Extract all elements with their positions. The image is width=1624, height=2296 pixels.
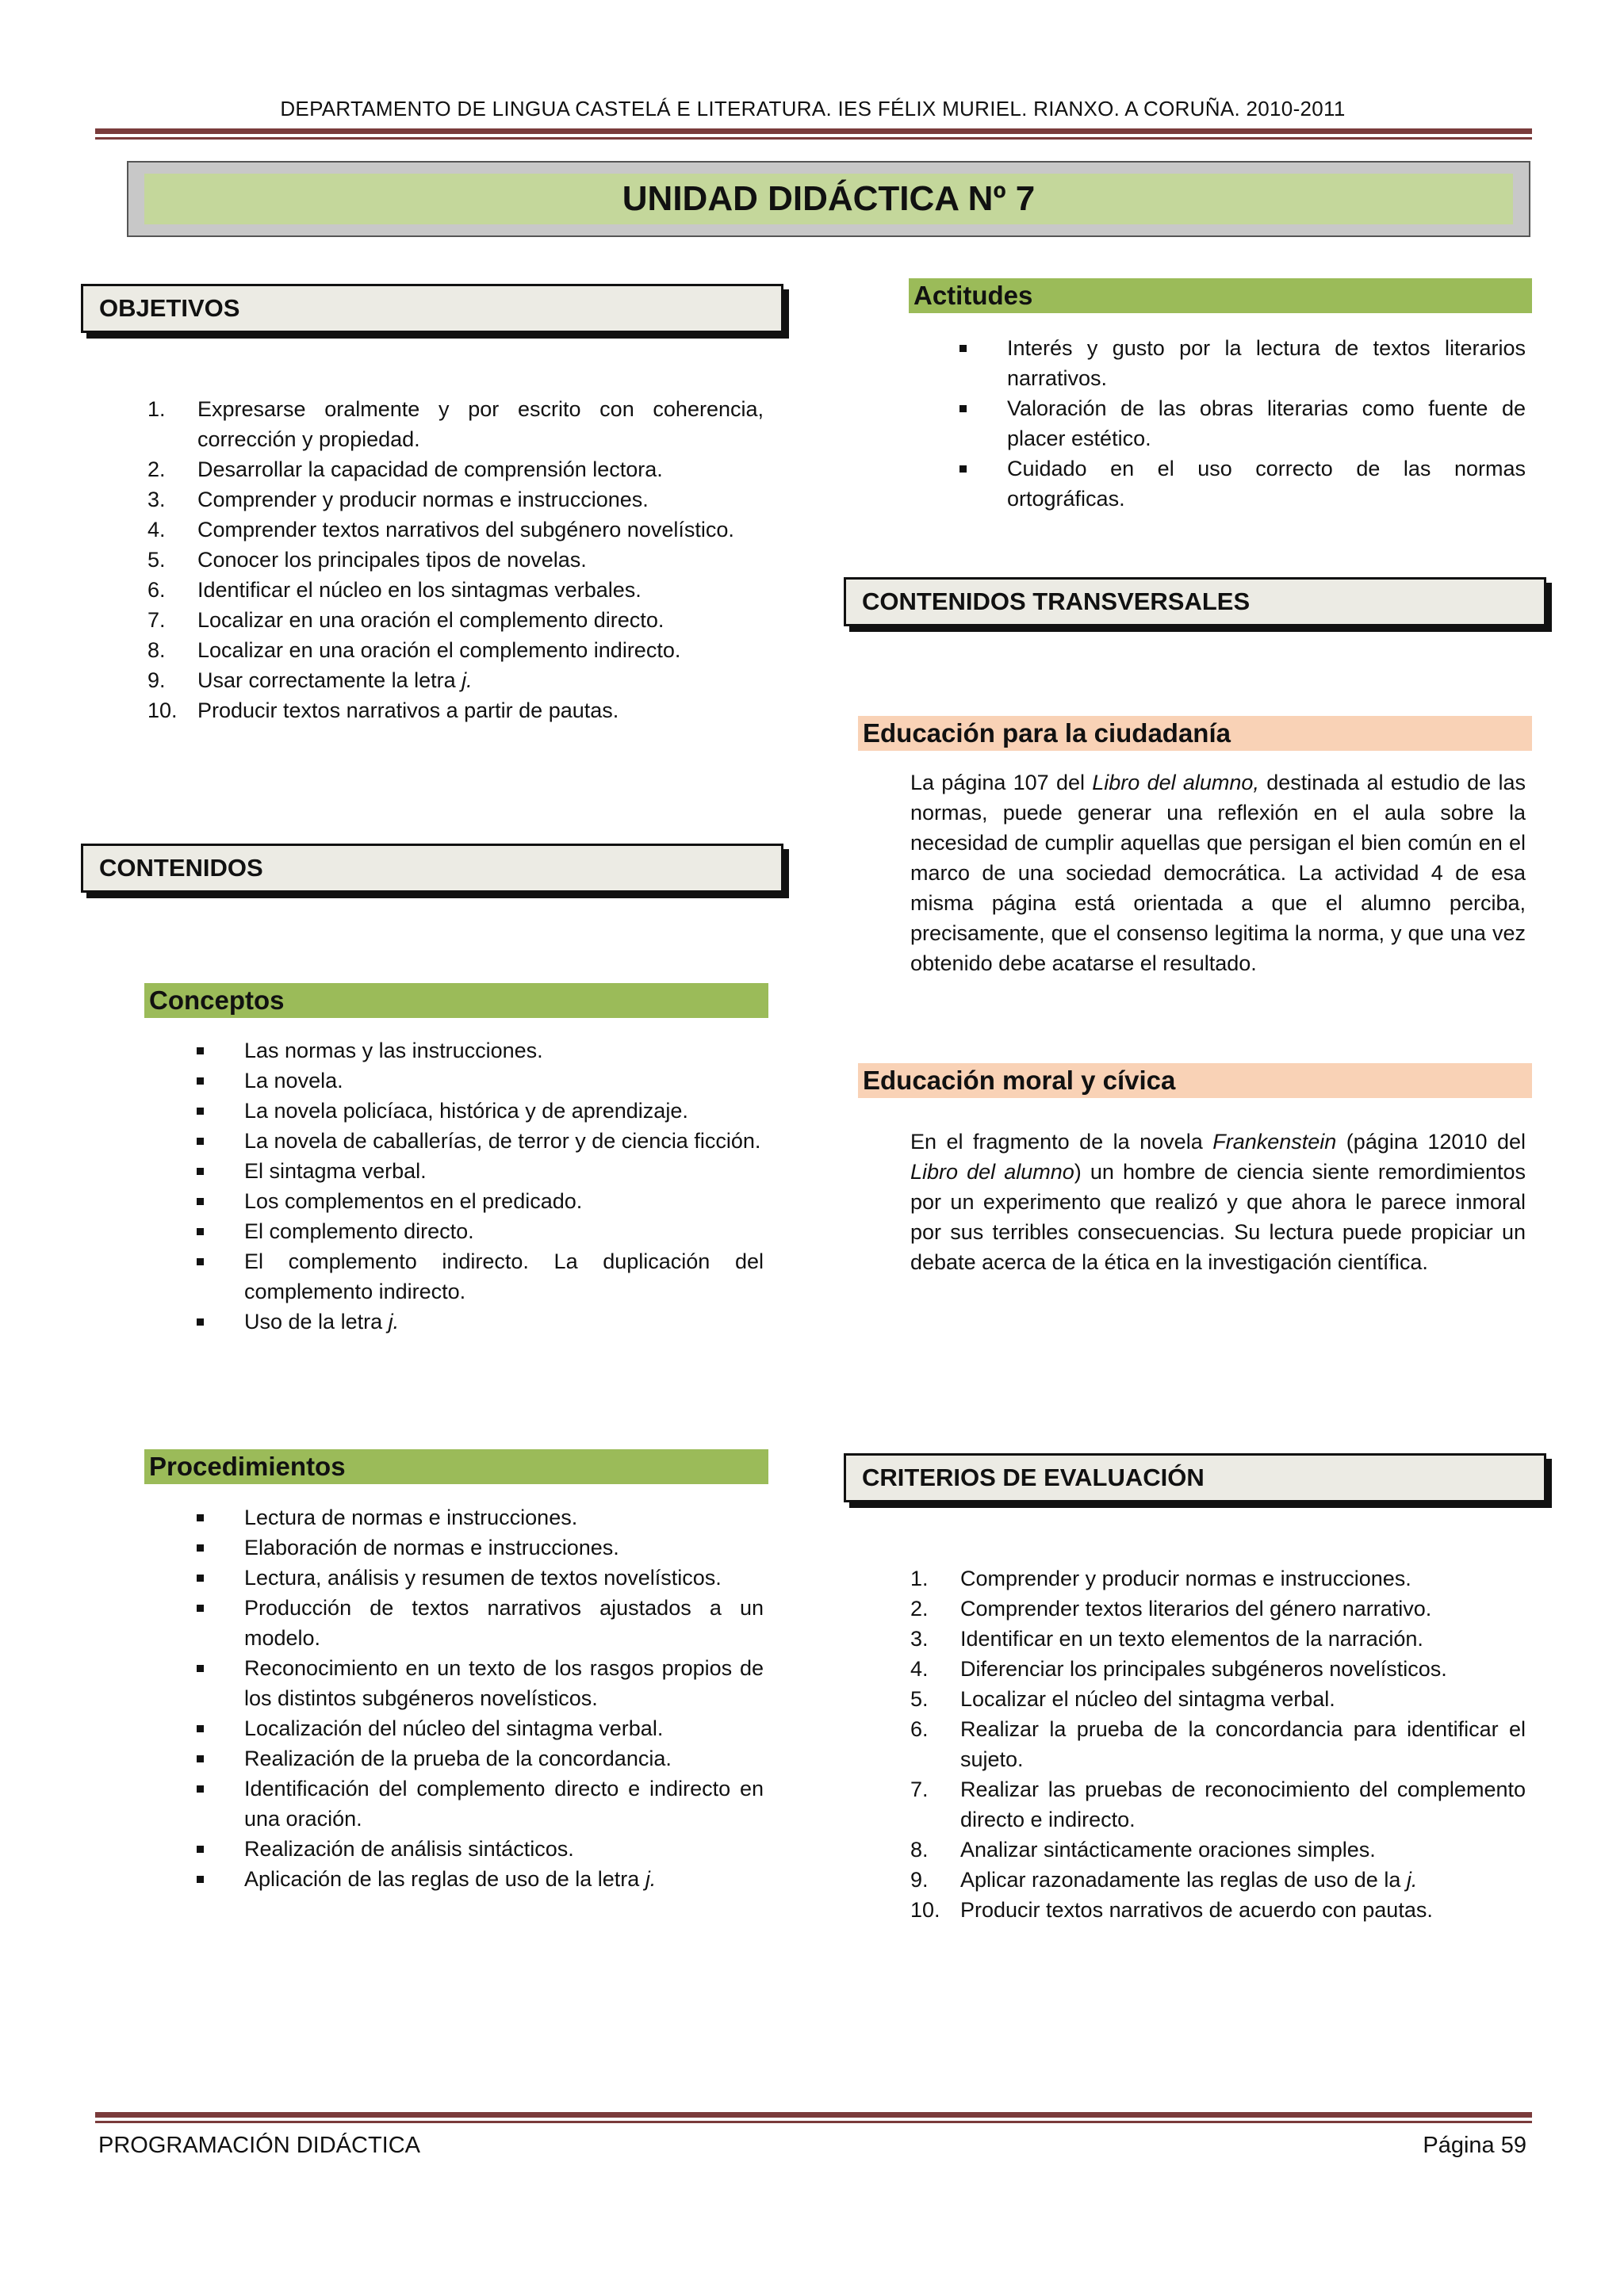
item-text: Lectura, análisis y resumen de textos novelísticos. bbox=[244, 1566, 722, 1590]
item-number: 7. bbox=[910, 1777, 929, 1801]
item-text: Localizar en una oración el complemento indirecto. bbox=[197, 638, 681, 662]
text-emphasis: Libro del alumno, bbox=[1092, 771, 1259, 794]
item-number: 5. bbox=[910, 1687, 929, 1711]
item-emphasis: j. bbox=[645, 1867, 657, 1891]
square-bullet-icon bbox=[197, 1544, 204, 1552]
list-item bbox=[197, 1502, 764, 1533]
item-text: Aplicar razonadamente las reglas de uso de la bbox=[960, 1868, 1407, 1892]
item-number: 2. bbox=[147, 457, 166, 481]
text-run: La página 107 del bbox=[910, 771, 1093, 794]
item-text: El complemento directo. bbox=[244, 1219, 474, 1243]
header-rule bbox=[95, 128, 1532, 140]
moral-text bbox=[910, 1127, 1526, 1277]
ciudadania-heading: Educación para la ciudadanía bbox=[858, 716, 1532, 751]
list-item bbox=[197, 1563, 764, 1593]
list-item bbox=[959, 333, 1526, 393]
item-text: El sintagma verbal. bbox=[244, 1159, 427, 1183]
list-item bbox=[197, 1035, 764, 1066]
item-text: Analizar sintácticamente oraciones simples. bbox=[960, 1838, 1376, 1862]
item-text: Reconocimiento en un texto de los rasgos propios de los distintos subgéneros novelísticos. bbox=[244, 1656, 764, 1710]
item-text: Expresarse oralmente y por escrito con coherencia, corrección y propiedad. bbox=[197, 397, 764, 451]
title-box bbox=[127, 161, 1530, 237]
item-text: Realización de la prueba de la concordancia. bbox=[244, 1747, 672, 1770]
item-number: 4. bbox=[147, 518, 166, 541]
item-text: Localizar el núcleo del sintagma verbal. bbox=[960, 1687, 1335, 1711]
item-number: 7. bbox=[147, 608, 166, 632]
square-bullet-icon bbox=[197, 1198, 204, 1205]
list-item bbox=[910, 1684, 1526, 1714]
item-text: Realizar la prueba de la concordancia para identificar el sujeto. bbox=[960, 1717, 1526, 1771]
list-item bbox=[197, 1533, 764, 1563]
list-item bbox=[910, 1835, 1526, 1865]
item-number: 3. bbox=[147, 488, 166, 511]
list-item bbox=[197, 1774, 764, 1834]
item-text: Localizar en una oración el complemento directo. bbox=[197, 608, 665, 632]
item-emphasis: j. bbox=[1406, 1868, 1418, 1892]
list-item bbox=[197, 1864, 764, 1894]
item-text: Comprender y producir normas e instrucciones. bbox=[197, 488, 649, 511]
list-item bbox=[197, 1156, 764, 1186]
list-item bbox=[147, 695, 764, 725]
item-number: 1. bbox=[910, 1567, 929, 1590]
list-item bbox=[910, 1895, 1526, 1925]
conceptos-list bbox=[197, 1035, 764, 1337]
item-text: La novela policíaca, histórica y de aprendizaje. bbox=[244, 1099, 688, 1123]
item-text: La novela. bbox=[244, 1069, 343, 1093]
list-item bbox=[197, 1593, 764, 1653]
item-number: 10. bbox=[147, 698, 178, 722]
text-run: (página 12010 del bbox=[1336, 1130, 1526, 1154]
item-number: 10. bbox=[910, 1898, 940, 1922]
list-item bbox=[197, 1713, 764, 1743]
square-bullet-icon bbox=[197, 1047, 204, 1054]
list-item bbox=[147, 635, 764, 665]
square-bullet-icon bbox=[197, 1108, 204, 1115]
actitudes-heading: Actitudes bbox=[909, 278, 1532, 313]
item-text: Desarrollar la capacidad de comprensión lectora. bbox=[197, 457, 663, 481]
square-bullet-icon bbox=[197, 1168, 204, 1175]
item-number: 5. bbox=[147, 548, 166, 572]
item-text: Lectura de normas e instrucciones. bbox=[244, 1506, 578, 1529]
item-text: Identificar en un texto elementos de la narración. bbox=[960, 1627, 1423, 1651]
square-bullet-icon bbox=[197, 1755, 204, 1762]
square-bullet-icon bbox=[197, 1575, 204, 1582]
list-item bbox=[197, 1246, 764, 1307]
criterios-heading: CRITERIOS DE EVALUACIÓN bbox=[844, 1453, 1546, 1502]
list-item bbox=[910, 1594, 1526, 1624]
item-number: 9. bbox=[147, 668, 166, 692]
item-text: El complemento indirecto. La duplicación del complemento indirecto. bbox=[244, 1249, 764, 1303]
footer-rule bbox=[95, 2112, 1532, 2123]
text-run: En el fragmento de la novela bbox=[910, 1130, 1213, 1154]
ciudadania-text bbox=[910, 767, 1526, 978]
item-text: Realización de análisis sintácticos. bbox=[244, 1837, 574, 1861]
text-run: ) un hombre de ciencia siente remordimientos por un experimento que realizó y que ahora le parece inmoral por sus terribles consecuencias. Su lectura puede propiciar un debate acerca de la ética en la investigación científica. bbox=[910, 1160, 1526, 1274]
item-number: 2. bbox=[910, 1597, 929, 1621]
list-item bbox=[147, 545, 764, 575]
item-text: Producir textos narrativos de acuerdo con pautas. bbox=[960, 1898, 1433, 1922]
procedimientos-list bbox=[197, 1502, 764, 1894]
list-item bbox=[147, 575, 764, 605]
text-emphasis: Frankenstein bbox=[1212, 1130, 1337, 1154]
objetivos-heading: OBJETIVOS bbox=[81, 284, 783, 333]
conceptos-heading: Conceptos bbox=[144, 983, 768, 1018]
square-bullet-icon bbox=[959, 405, 967, 412]
square-bullet-icon bbox=[197, 1725, 204, 1732]
list-item bbox=[147, 515, 764, 545]
item-emphasis: j. bbox=[462, 668, 473, 692]
square-bullet-icon bbox=[197, 1665, 204, 1672]
item-text: Los complementos en el predicado. bbox=[244, 1189, 583, 1213]
item-number: 1. bbox=[147, 397, 166, 421]
list-item bbox=[197, 1653, 764, 1713]
item-text: Comprender textos narrativos del subgénero novelístico. bbox=[197, 518, 734, 541]
list-item bbox=[910, 1865, 1526, 1895]
list-item bbox=[910, 1563, 1526, 1594]
square-bullet-icon bbox=[197, 1876, 204, 1883]
square-bullet-icon bbox=[197, 1605, 204, 1612]
square-bullet-icon bbox=[197, 1077, 204, 1085]
footer-title: PROGRAMACIÓN DIDÁCTICA bbox=[98, 2133, 421, 2158]
list-item bbox=[197, 1126, 764, 1156]
square-bullet-icon bbox=[959, 345, 967, 352]
item-text: Identificación del complemento directo e indirecto en una oración. bbox=[244, 1777, 764, 1831]
list-item bbox=[910, 1774, 1526, 1835]
item-text: La novela de caballerías, de terror y de ciencia ficción. bbox=[244, 1129, 761, 1153]
item-text: Uso de la letra bbox=[244, 1310, 389, 1334]
item-text: Aplicación de las reglas de uso de la letra bbox=[244, 1867, 645, 1891]
text-emphasis: Libro del alumno bbox=[910, 1160, 1074, 1184]
list-item bbox=[197, 1834, 764, 1864]
list-item bbox=[147, 454, 764, 484]
unit-title: UNIDAD DIDÁCTICA Nº 7 bbox=[144, 174, 1513, 224]
list-item bbox=[197, 1743, 764, 1774]
square-bullet-icon bbox=[197, 1258, 204, 1265]
list-item bbox=[197, 1307, 764, 1337]
square-bullet-icon bbox=[197, 1138, 204, 1145]
item-text: Comprender textos literarios del género narrativo. bbox=[960, 1597, 1432, 1621]
transversales-heading: CONTENIDOS TRANSVERSALES bbox=[844, 577, 1546, 626]
item-text: Producir textos narrativos a partir de pautas. bbox=[197, 698, 619, 722]
list-item bbox=[147, 665, 764, 695]
list-item bbox=[147, 605, 764, 635]
item-text: Diferenciar los principales subgéneros novelísticos. bbox=[960, 1657, 1447, 1681]
item-number: 6. bbox=[910, 1717, 929, 1741]
list-item bbox=[147, 394, 764, 454]
actitudes-list bbox=[959, 333, 1526, 514]
text-run: destinada al estudio de las normas, puede generar una reflexión en el aula sobre la necesidad de cumplir aquellas que persigan el bien común en el marco de una sociedad democrática. La actividad 4 de esa misma página está orientada a que el alumno perciba, precisamente, que el consenso legitima la norma, y que una vez obtenido debe acatarse el resultado. bbox=[910, 771, 1526, 975]
list-item bbox=[910, 1654, 1526, 1684]
item-text: Conocer los principales tipos de novelas. bbox=[197, 548, 587, 572]
list-item bbox=[910, 1714, 1526, 1774]
list-item bbox=[197, 1066, 764, 1096]
item-text: Realizar las pruebas de reconocimiento del complemento directo e indirecto. bbox=[960, 1777, 1526, 1831]
list-item bbox=[147, 484, 764, 515]
list-item bbox=[197, 1096, 764, 1126]
procedimientos-heading: Procedimientos bbox=[144, 1449, 768, 1484]
square-bullet-icon bbox=[197, 1514, 204, 1521]
square-bullet-icon bbox=[197, 1846, 204, 1853]
item-text: Localización del núcleo del sintagma verbal. bbox=[244, 1716, 664, 1740]
item-number: 8. bbox=[147, 638, 166, 662]
item-number: 6. bbox=[147, 578, 166, 602]
item-text: Interés y gusto por la lectura de textos literarios narrativos. bbox=[1007, 336, 1526, 390]
list-item bbox=[959, 393, 1526, 453]
item-text: Las normas y las instrucciones. bbox=[244, 1039, 543, 1062]
item-text: Valoración de las obras literarias como fuente de placer estético. bbox=[1007, 396, 1526, 450]
item-text: Identificar el núcleo en los sintagmas verbales. bbox=[197, 578, 642, 602]
square-bullet-icon bbox=[197, 1318, 204, 1326]
item-number: 4. bbox=[910, 1657, 929, 1681]
list-item bbox=[197, 1186, 764, 1216]
square-bullet-icon bbox=[197, 1785, 204, 1793]
item-number: 8. bbox=[910, 1838, 929, 1862]
square-bullet-icon bbox=[959, 465, 967, 473]
item-text: Comprender y producir normas e instrucciones. bbox=[960, 1567, 1411, 1590]
item-number: 3. bbox=[910, 1627, 929, 1651]
page-number: Página 59 bbox=[1423, 2133, 1526, 2158]
item-text: Elaboración de normas e instrucciones. bbox=[244, 1536, 619, 1559]
criterios-list bbox=[910, 1563, 1526, 1925]
moral-heading: Educación moral y cívica bbox=[858, 1063, 1532, 1098]
item-number: 9. bbox=[910, 1868, 929, 1892]
square-bullet-icon bbox=[197, 1228, 204, 1235]
item-text: Producción de textos narrativos ajustados a un modelo. bbox=[244, 1596, 764, 1650]
item-text: Usar correctamente la letra bbox=[197, 668, 462, 692]
list-item bbox=[197, 1216, 764, 1246]
department-header: DEPARTAMENTO DE LINGUA CASTELÁ E LITERATURA. IES FÉLIX MURIEL. RIANXO. A CORUÑA. 2010-2011 bbox=[280, 97, 1346, 121]
item-emphasis: j. bbox=[388, 1310, 400, 1334]
list-item bbox=[910, 1624, 1526, 1654]
contenidos-heading: CONTENIDOS bbox=[81, 844, 783, 893]
list-item bbox=[959, 453, 1526, 514]
objetivos-list bbox=[147, 394, 764, 725]
item-text: Cuidado en el uso correcto de las normas ortográficas. bbox=[1007, 457, 1526, 511]
